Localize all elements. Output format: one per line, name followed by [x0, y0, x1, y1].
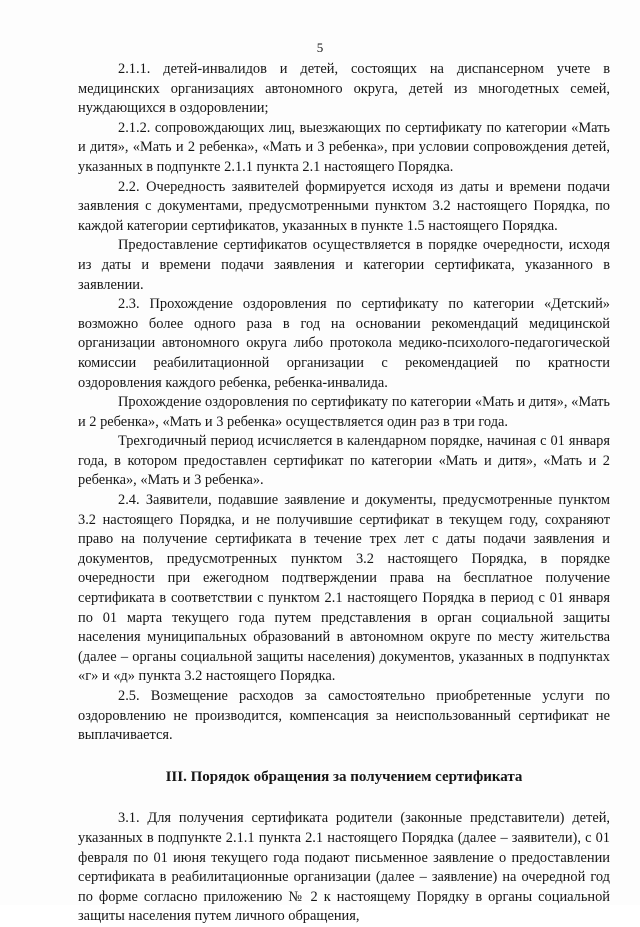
paragraph-2-1-1: 2.1.1. детей-инвалидов и детей, состоящих на диспансерном учете в медицинских организациях автономного округа, детей из многодетных семей, нуждающихся в оздоровлении;	[78, 61, 610, 117]
document-body	[78, 60, 610, 927]
paragraph-3-1: 3.1. Для получения сертификата родители (законные представители) детей, указанных в подпункте 2.1.1 пункта 2.1 настоящего Порядка (далее – заявители), с 01 февраля по 01 июня текущего года подают письменное заявление о предоставлении сертификата в реабилитационные организации (далее – заявление) на очередной год по форме согласно приложению № 2 к настоящему Порядку в органы социальной защиты населения путем личного обращения,	[78, 810, 610, 925]
paragraph-2-1-2: 2.1.2. сопровождающих лиц, выезжающих по сертификату по категории «Мать и дитя», «Мать и 2 ребенка», «Мать и 3 ребенка», при условии сопровождения детей, указанных в подпункте 2.1.1 пункта 2.1 настоящего Порядка.	[78, 119, 610, 175]
paragraph-2-3-period: Трехгодичный период исчисляется в календарном порядке, начиная с 01 января года, в котором предоставлен сертификат по категории «Мать и дитя», «Мать и 2 ребенка», «Мать и 3 ребенка».	[78, 433, 610, 489]
paragraph-2-2-continued: Предоставление сертификатов осуществляется в порядке очередности, исходя из даты и времени подачи заявления и категории сертификата, указанного в заявлении.	[78, 237, 610, 293]
page-number: 5	[316, 40, 324, 55]
paragraph-2-4: 2.4. Заявители, подавшие заявление и документы, предусмотренные пунктом 3.2 настоящего Порядка, и не получившие сертификат в текущем году, сохраняют право на получение сертификата в течение трех лет с даты подачи заявления и документов, предусмотренных пунктом 3.2 настоящего Порядка, в порядке очередности при ежегодном подтверждении права на бесплатное получение сертификата в соответствии с пунктом 2.1 настоящего Порядка в период с 01 января по 01 марта текущего года путем представления в орган социальной защиты населения муниципальных образований в автономном округе по месту жительства (далее – органы социальной защиты населения) документов, указанных в подпунктах «г» и «д» пункта 3.2 настоящего Порядка.	[78, 492, 610, 685]
paragraph-2-3-frequency: Прохождение оздоровления по сертификату по категории «Мать и дитя», «Мать и 2 ребенка», «Мать и 3 ребенка» осуществляется один раз в три года.	[78, 394, 610, 430]
paragraph-2-2: 2.2. Очередность заявителей формируется исходя из даты и времени подачи заявления с документами, предусмотренными пунктом 3.2 настоящего Порядка, по каждой категории сертификатов, указанных в пункте 1.5 настоящего Порядка.	[78, 178, 610, 234]
paragraph-2-3: 2.3. Прохождение оздоровления по сертификату по категории «Детский» возможно более одного раза в год на основании рекомендаций медицинской организации автономного округа либо протокола медико-психолого-педагогической комиссии реабилитационной организации с рекомендацией по кратности оздоровления каждого ребенка, ребенка-инвалида.	[78, 296, 610, 391]
section-heading: III. Порядок обращения за получением сертификата	[165, 768, 523, 785]
paragraph-2-5: 2.5. Возмещение расходов за самостоятельно приобретенные услуги по оздоровлению не производится, компенсация за неиспользованный сертификат не выплачивается.	[78, 688, 610, 744]
